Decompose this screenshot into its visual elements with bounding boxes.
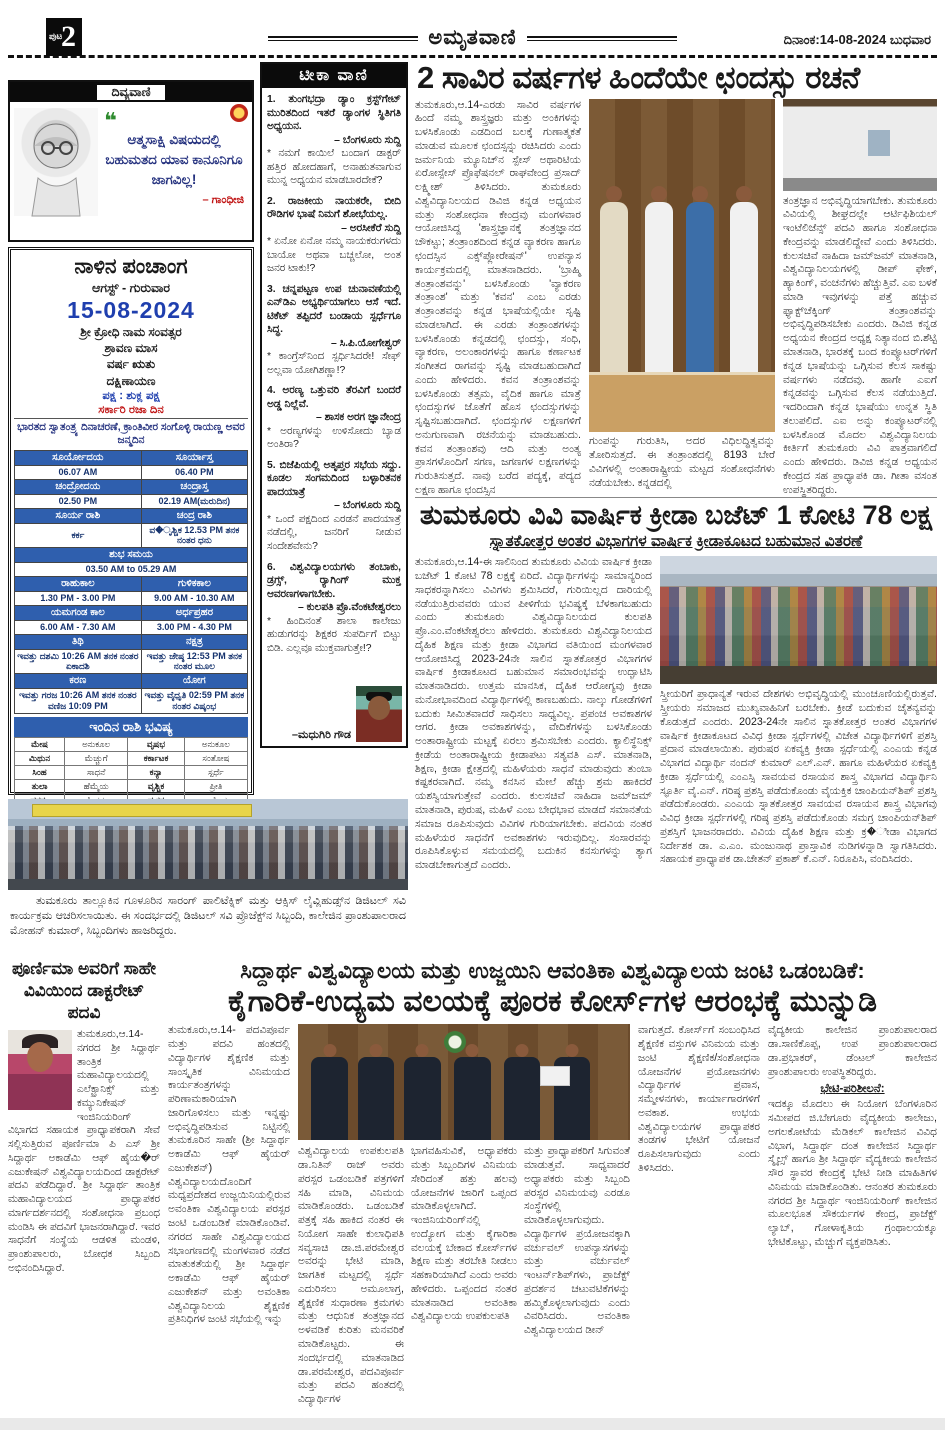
article-poornima-body: ತುಮಕೂರು,ಆ.14- ನಗರದ ಶ್ರೀ ಸಿದ್ದಾರ್ಥ ತಾಂತ್ರಿಕ ಮಹಾವಿದ್ಯಾಲಯದಲ್ಲಿ ಎಲೆಕ್ಟ್ರಾನಿಕ್ಸ್ ಮತ್ತು ಕಮ್ಯುನಿಕೇಷನ್ ಇಂಜಿನಿಯರಿಂಗ್ ವಿಭಾಗದ ಸಹಾಯಕ ಪ್ರಾಧ್ಯಾಪಕರಾಗಿ ಸೇವೆ ಸಲ್ಲಿಸುತ್ತಿರುವ ಪೂರ್ಣಿಮಾ ಪಿ ಎಸ್ ಶ್ರೀ ಸಿದ್ದಾರ್ಥ ಅಕಾಡೆಮಿ ಆಫ್ ಹೈಯ�ರ್ ಎಜುಕೇಷನ್ ವಿಶ್ವವಿದ್ಯಾಲಯದಿಂದ ಡಾಕ್ಟರೇಟ್ ಪದವಿ ಪಡೆದಿದ್ದಾರೆ. ಶ್ರೀ ಸಿದ್ದಾರ್ಥ ತಾಂತ್ರಿಕ ಮಹಾವಿದ್ಯಾಲಯದ ಪ್ರಾಧ್ಯಾಪಕರ ಮಾರ್ಗದರ್ಶನದಲ್ಲಿ ಸಂಶೋಧನಾ ಪ್ರಬಂಧ ಮಂಡಿಸಿ ಈ ಪದವಿಗೆ ಭಾಜನರಾಗಿದ್ದಾರೆ. ಇವರ ಸಾಧನೆಗೆ ಸಂಸ್ಥೆಯ ಆಡಳಿತ ಮಂಡಳಿ, ಪ್ರಾಂಶುಪಾಲರು, ಬೋಧಕ ಸಿಬ್ಬಂದಿ ಅಭಿನಂದಿಸಿದ್ದಾರೆ. — [8, 1029, 160, 1274]
event-banner — [32, 804, 252, 817]
projector-screen-photo — [783, 99, 937, 191]
rashi-row: ಸಿಂಹ ಸಾಧನೆ ಕನ್ಯಾ ಸ್ಪರ್ಧೆ — [15, 765, 248, 779]
rashi-row: ಮಿಥುನ ಮೆಚ್ಚುಗೆ ಕರ್ಕಾಟಕ ಸಂತೋಷ — [15, 751, 248, 765]
moonrise-value: 02.50 PM — [15, 494, 142, 508]
article-chandassu-middle — [589, 99, 775, 491]
article-chandassu-headline: 2 ಸಾವಿರ ವರ್ಷಗಳ ಹಿಂದೆಯೇ ಛಂದಸ್ಸು ರಚನೆ — [417, 60, 860, 95]
quote-attribution: – ಗಾಂಧೀಜಿ — [202, 194, 244, 207]
teeka-item: 2. ರಾಜಕೀಯ ನಾಯಕರೇ, ಬೀದಿ ರೌಡಿಗಳ ಭಾಷೆ ನಿಮಗೆ ಶೋಭೆಯಲ್ಲ. – ಅರಸೀಕೆರೆ ಸುದ್ದಿ * ಏನೋ ಏನೋ ನಮ್ಮ ನಾಯಕರುಗಳದು ಬಾಯೋ ಅಥವಾ ಬಚ್ಚಲೋ, ಅಂತ ಜನರ ಟಾಕು!? — [267, 195, 401, 275]
teeka-vani-column — [260, 62, 408, 795]
person-figure — [404, 1057, 441, 1141]
sun-sign-header: ಸೂರ್ಯ ರಾಶಿ — [15, 508, 142, 523]
ritu: ವರ್ಷ ಋತು — [106, 357, 156, 372]
date-line: ದಿನಾಂಕ:14-08-2024 ಬುಧವಾರ — [783, 32, 931, 47]
article-chandassu-right — [783, 99, 937, 496]
ardhaprahara-value: 3.00 PM - 4.30 PM — [141, 620, 247, 634]
students-photo-caption-wrap — [8, 894, 408, 954]
table-shape — [589, 372, 775, 432]
article-mou-colB: ಭಾಗವಹಿಸುವಿಕೆ, ಅಧ್ಯಾಪಕರು ಮತ್ತು ಸಿಬ್ಬಂದಿಗಳ ವಿನಿಮಯ ಸೇರಿದಂತೆ ಹತ್ತು ಹಲವು ಯೋಜನೆಗಳ ಜಾರಿಗೆ ಒಪ್ಪಂದ ಮಾಡಿಕೊಳ್ಳಲಾಗಿದೆ. ಇಂಜಿನಿಯರಿಂಗ್‌ನಲ್ಲಿ ಉದ್ಯೋಗ ಮತ್ತು ಕೈಗಾರಿಕಾ ವಲಯಕ್ಕೆ ಬೇಕಾದ ಕೋರ್ಸ್‌ಗಳ ಶಿಕ್ಷಣ ಮತ್ತು ತರಬೇತಿ ನೀಡಲು ಸಹಕಾರಿಯಾಗಿದೆ ಎಂದು ಅವರು ಹೇಳಿದರು. ಒಪ್ಪಂದದ ನಂತರ ಮಾತನಾಡಿದ ಅವಂತಿಕಾ ವಿಶ್ವವಿದ್ಯಾಲಯ ಉಪಕುಲಪತಿ — [411, 1145, 517, 1323]
ayana: ದಕ್ಷಿಣಾಯಣ — [106, 373, 156, 388]
lecture-event-photo — [589, 99, 775, 433]
article-mou-middle — [298, 1024, 630, 1430]
teeka-item: 1. ತುಂಗಭದ್ರಾ ಡ್ಯಾಂ ಕ್ರಸ್ಟ್‌ಗೇಟ್ ಮುರಿತದಿಂದ ಇತರೆ ಡ್ಯಾಂಗಳ ಸ್ಥಿತಿಗತಿ ಅಧ್ಯಯನ. – ಬೆಂಗಳೂರು ಸುದ್ದಿ * ನಮಗೆ ಕಾಯಿಲೆ ಬಂದಾಗ ಡಾಕ್ಟರ್ ಹತ್ತಿರ ಹೋದಹಾಗೆ, ಅನಾಹುತವಾಗುವ ಮುನ್ನ ಅಧ್ಯಯನ ಮಾಡಬಾರದೇಕೆ? — [267, 94, 401, 187]
article-sports-subhead: ಸ್ನಾತಕೋತ್ತರ ಅಂತರ ವಿಭಾಗಗಳ ವಾರ್ಷಿಕ ಕ್ರೀಡಾಕೂಟದ ಬಹುಮಾನ ವಿತರಣೆ — [489, 533, 863, 551]
poornima-portrait-photo — [8, 1030, 72, 1110]
yamaganda-header: ಯಮಗಂಡ ಕಾಲ — [15, 605, 142, 620]
moonrise-header: ಚಂದ್ರೋದಯ — [15, 479, 142, 494]
university-emblem — [444, 1031, 466, 1053]
gandhi-sketch-drawing — [14, 108, 98, 216]
yamaganda-value: 6.00 AM - 7.30 AM — [15, 620, 142, 634]
columnist-photo — [356, 686, 402, 742]
top-section — [8, 62, 937, 954]
paksha: ಪಕ್ಷ : ಶುಕ್ಲ ಪಕ್ಷ — [102, 389, 160, 402]
maasa: ಶ್ರಾವಣ ಮಾಸ — [104, 341, 158, 356]
article-mou-headline-kicker: ಸಿದ್ದಾರ್ಥ ವಿಶ್ವವಿದ್ಯಾಲಯ ಮತ್ತು ಉಜ್ಜಯಿನಿ ಆವಂತಿಕಾ ವಿಶ್ವವಿದ್ಯಾಲಯ ಜಂಟಿ ಒಡಂಬಡಿಕೆ: — [240, 958, 865, 983]
article-sports-headline: ತುಮಕೂರು ವಿವಿ ವಾರ್ಷಿಕ ಕ್ರೀಡಾ ಬಜೆಟ್ 1 ಕೋಟಿ 78 ಲಕ್ಷ — [419, 499, 933, 530]
person-figure — [358, 1057, 395, 1141]
article-sports — [415, 497, 937, 925]
divyavani-title: ದಿವ್ಯವಾಣಿ — [97, 85, 164, 100]
teeka-vani-title: ಟೀಕಾ ವಾಣಿ — [262, 64, 406, 88]
mou-document-shape — [540, 1066, 570, 1086]
sports-group-photo — [660, 556, 937, 684]
panchanga-date: 15-08-2024 — [67, 297, 195, 323]
person-figure — [686, 202, 714, 376]
slide-shape — [868, 130, 890, 156]
gandhi-sketch — [14, 108, 98, 216]
rahukala-header: ರಾಹುಕಾಲ — [15, 577, 142, 592]
mou-signing-photo — [298, 1024, 630, 1140]
person-figure — [454, 1057, 491, 1141]
teeka-item: 6. ವಿಶ್ವವಿದ್ಯಾಲಯಗಳು ತಂಬಾಕು, ಡ್ರಗ್ಸ್, ರ‍್ಯಾಗಿಂಗ್ ಮುಕ್ತ ಆವರಣಗಳಾಗಬೇಕು. – ಕುಲಪತಿ ಪ್ರೊ.ವೆಂಕಟೇಶ್ವರಲು * ಹಿಂದಿನಂತೆ ಶಾಲಾ ಕಾಲೇಜು ಹುಡುಗರನ್ನು ಶಿಕ್ಷಕರ ಸುಪರ್ದಿಗೆ ಬಿಟ್ಟು ಬಿಡಿ. ಎಲ್ಲವೂ ಮುಕ್ತವಾಗುತ್ತೇ!? — [267, 561, 401, 654]
masthead-rule-right — [527, 36, 677, 41]
article-mou-body — [168, 1024, 937, 1430]
article-chandassu — [415, 60, 937, 496]
divyavani-box — [8, 80, 254, 242]
article-sports-body — [415, 556, 937, 924]
visit-body: ಇದಕ್ಕೂ ಮೊದಲು ಈ ನಿಯೋಗ ಬೆಂಗಳೂರಿನ ಸಮೀಪದ ಜಿ.ಬೇಗೂರು ವೈದ್ಯಕೀಯ ಕಾಲೇಜು, ಅಗಲಕೋಟೆಯ ಮೆಡಿಕಲ್ ಕಾಲೇಜಿನ ವಿವಿಧ ವಿಭಾಗ, ಸಿದ್ದಾರ್ಥ ದಂತ ಕಾಲೇಜಿನ ಸಿದ್ದಾರ್ಥ ಸ್ಮೈಲ್ಸ್ ಹಾಗೂ ಶ್ರೀ ಸಿದ್ದಾರ್ಥ ವೈದ್ಯಕೀಯ ಕಾಲೇಜಿನ ಸೌರ ಸ್ಥಾವರ ಕೇಂದ್ರಕ್ಕೆ ಭೇಟಿ ನೀಡಿ ಮಾಹಿತಿಗಳ ವಿನಿಮಯ ಮಾಡಿಕೊಂಡಿತು. ಆನಂತರ ತುಮಕೂರು ನಗರದ ಶ್ರೀ ಸಿದ್ದಾರ್ಥ ಇಂಜಿನಿಯರಿಂಗ್ ಕಾಲೇಜಿನ ಮೂಲಭೂತ ಸೌಕರ್ಯಗಳ ಕೇಂದ್ರ, ಪ್ರಾಜೆಕ್ಟ್ ಲ್ಯಾಬ್, ಗೋಳಾಕೃತಿಯ ಗ್ರಂಥಾಲಯಕ್ಕೂ ಭೇಟಿಕೊಟ್ಟು, ಮೆಚ್ಚುಗೆ ವ್ಯಕ್ತಪಡಿಸಿತು. — [768, 1098, 937, 1249]
face-shape — [368, 696, 390, 720]
left-top — [8, 62, 408, 795]
students-group-photo — [8, 799, 408, 890]
article-chandassu-col1: ತುಮಕೂರು,ಆ.14-ಎರಡು ಸಾವಿರ ವರ್ಷಗಳ ಹಿಂದೆ ನಮ್ಮ ಶಾಸ್ತ್ರಜ್ಞರು ಮತ್ತು ಅಂಕಿಗಳನ್ನು ಬಳಸಿಕೊಂಡು ಎಡದಿಂದ ಬಲಕ್ಕೆ ಗುಣಾತ್ಮಕತೆ ಮಾಡುವ ಮೂಲಕ ಛಂದಸ್ಸನ್ನು ರಚಿಸಿದರು ಎಂದು ಜರ್ಮನಿಯ ಮ್ಯೂನಿಚ್‌ನ ಸ್ಪೇಸ್ ಅಥಾರಿಟಿಯ ಏರೋಸ್ಪೇಸ್ ಪ್ರೊಫೆಷನಲ್ ರಾಘವೇಂದ್ರ ಪ್ರಸಾದ್ ಲಕ್ಷ್ಮೀಶ್ ತಿಳಿಸಿದರು. ತುಮಕೂರು ವಿಶ್ವವಿದ್ಯಾನಿಲಯದ ಡಿವಿಜಿ ಕನ್ನಡ ಅಧ್ಯಯನ ಮತ್ತು ಸಂಶೋಧನಾ ಕೇಂದ್ರವು ಮಂಗಳವಾರ ಆಯೋಜಿಸಿದ್ದ 'ಶಾಸ್ತ್ರಜ್ಞಾನಕ್ಕೆ ತಂತ್ರಜ್ಞಾನದ ಚೌಕಟ್ಟು; ತಂತ್ರಾಂಶದಿಂದ ಕನ್ನಡ ವ್ಯಾಕರಣ ಹಾಗೂ ಛಂದಸ್ಸಿನ ಎಕ್ಸ್‌ಪ್ಲೋರೇಷನ್' ಉಪನ್ಯಾಸ ಕಾರ್ಯಕ್ರಮದಲ್ಲಿ ಮಾತನಾಡಿದರು. 'ಬ್ರಾಹ್ಮಿ ತಂತ್ರಾಂಶವನ್ನು' ಬಳಸಿಕೊಂಡು 'ವ್ಯಾಕರಣ ತಂತ್ರಾಂಶ' ಮತ್ತು 'ಕವನ' ಎಂಬ ಎರಡು ತಂತ್ರಾಂಶವನ್ನು ಕನ್ನಡ ಭಾಷೆಯಲ್ಲಿಯೇ ಸೃಷ್ಟಿ ಮಾಡಲಾಗಿದೆ. ಈ ಎರಡು ತಂತ್ರಾಂಶಗಳನ್ನು ಬಳಸಿಕೊಂಡು ಕನ್ನಡದಲ್ಲಿ ಛಂದಸ್ಸು, ಸಂಧಿ, ವ್ಯಾಕರಣ, ಅಲಂಕಾರಗಳನ್ನು ಹಾಗೂ ಕರ್ಣಾಟಕ ಸಂಗೀತದ ರಾಗವನ್ನು ಸೃಷ್ಟಿ ಮಾಡಬಹುದಾಗಿದೆ ಎಂದು ಹೇಳಿದರು. ಕವನ ತಂತ್ರಾಂಶವನ್ನು ಬಳಸಿಕೊಂಡು ತತ್ಸಮ, ವೈದಿಕ ಹಾಗೂ ಮಾತ್ರೆ ಛಂದಸ್ಸುಗಳ ಜೊತೆಗೆ ಹೊಸ ಛಂದಸ್ಸುಗಳನ್ನು ಸೃಷ್ಟಿಸಬಹುದಾಗಿದೆ. ಛಂದಸ್ಸುಗಳ ಲಕ್ಷಣಗಳಿಗೆ ಅನುಗುಣವಾಗಿ ರಚನೆಯನ್ನು ಮಾಡಬಹುದು. ಕವನ ತಂತ್ರಾಂಶವು ಆದಿ ಮತ್ತು ಅಂತ್ಯ ಪ್ರಾಸಗಳೊಂದಿಗೆ ಸಗಣ, ಜಗಣಗಳ ಲಕ್ಷಣಗಳನ್ನು ಗುರುತಿಸುತ್ತದೆ. ನಾವು ಬರೆದ ಪದ್ಯಕ್ಕೆ, ಪದ್ಯದ ಲಕ್ಷಣ ಹಾಗೂ ಛಂದಸ್ಸಿನ — [415, 98, 581, 496]
karana-value: ಇವತ್ತು ಗರಜ 10:26 AM ತನಕ ನಂತರ ವಣಿಜ 10:09 PM — [15, 689, 142, 714]
article-mou — [168, 958, 937, 1430]
article-mou-subcolumns — [298, 1145, 630, 1430]
panchanga-day: ಆಗಸ್ಟ್ - ಗುರುವಾರ — [91, 281, 171, 295]
teeka-vani-box — [260, 62, 408, 748]
yoga-header: ಯೋಗ — [141, 674, 247, 689]
page-number: 2 — [61, 20, 76, 53]
article-mou-headline-main: ಕೈಗಾರಿಕೆ-ಉದ್ಯಮ ವಲಯಕ್ಕೆ ಪೂರಕ ಕೋರ್ಸ್‌ಗಳ ಆರಂಭಕ್ಕೆ ಮುನ್ನುಡಿ — [227, 985, 878, 1019]
panchanga-column — [8, 62, 254, 795]
person-figure — [730, 202, 758, 376]
quote-wrap — [98, 108, 248, 236]
person-figure — [600, 202, 628, 376]
panchanga-box — [8, 247, 254, 795]
sunset-value: 06.40 PM — [141, 466, 247, 480]
page-label: ಪುಟ — [49, 31, 63, 42]
tithi-value: ಇವತ್ತು ದಶಮಿ 10:26 AM ತನಕ ನಂತರ ಏಕಾದಶಿ — [15, 649, 142, 674]
crowd-figures — [8, 826, 408, 879]
article-mou-col6 — [768, 1024, 937, 1430]
teeka-item: 3. ಚನ್ನಪಟ್ಟಣ ಉಪ ಚುನಾವಣೆಯಲ್ಲಿ ಎನ್‌ಡಿಎ ಅಭ್ಯರ್ಥಿಯಾಗಲು ಆಸೆ ಇದೆ. ಟಿಕೆಟ್ ತಪ್ಪಿದರೆ ಬಂಡಾಯ ಸ್ಪರ್ಧೆಗೂ ಸಿದ್ಧ. – ಸಿ.ಪಿ.ಯೋಗೇಶ್ವರ್ * ಕಾಂಗ್ರೆಸ್‌ನಿಂದ ಸ್ಪರ್ಧಿಸಿದರೇ! ಸೇಫ್ ಅಲ್ಲವಾ ಯೋಗಿಶಣ್ಣಾ!? — [267, 283, 401, 376]
masthead-title: ಅಮೃತವಾಣಿ — [428, 26, 517, 49]
article-sports-col1: ತುಮಕೂರು,ಆ.14-ಈ ಸಾಲಿನಿಂದ ತುಮಕೂರು ವಿವಿಯ ವಾರ್ಷಿಕ ಕ್ರೀಡಾ ಬಜೆಟ್ 1 ಕೋಟಿ 78 ಲಕ್ಷಕ್ಕೆ ಏರಿದೆ. ವಿದ್ಯಾರ್ಥಿಗಳನ್ನು ಸಾಮಾನ್ಯರಿಂದ ಸಾಧಕರನ್ನಾಗಿಸಲು ವಿವಿಗಳು ಶ್ರಮಿಸಿದರೆ, ಗುರಿಯಿಲ್ಲದ ದಾರಿಯಲ್ಲಿ ನಡೆಯುತ್ತಿರುವವರು ಯುವ ಪೀಳಿಗೆಯ ಭವಿಷ್ಯಕ್ಕೆ ಬೆಳಕಾಗಬಹುದು ಎಂದು ತುಮಕೂರು ವಿಶ್ವವಿದ್ಯಾನಿಲಯದ ಕುಲಪತಿ ಪ್ರೊ.ಎಂ.ವೆಂಕಟೇಶ್ವರಲು ಹೇಳಿದರು. ತುಮಕೂರು ವಿಶ್ವವಿದ್ಯಾನಿಲಯದ ದೈಹಿಕ ಶಿಕ್ಷಣ ಮತ್ತು ಕ್ರೀಡಾ ವಿಭಾಗದ ವತಿಯಿಂದ ಮಂಗಳವಾರ ಆಯೋಜಿಸಿದ್ದ 2023-24ನೇ ಸಾಲಿನ ಸ್ನಾತಕೋತ್ತರ ವಿಭಾಗಗಳ ವಾರ್ಷಿಕ ಕ್ರೀಡಾಕೂಟದ ಬಹುಮಾನ ಸಮಾರಂಭವನ್ನು ಉದ್ಘಾಟಿಸಿ ಮಾತನಾಡಿದರು. ಉತ್ತಮ ಮಾನಸಿಕ, ದೈಹಿಕ ಆರೋಗ್ಯವು ಕ್ರೀಡಾ ಮನೋಭಾವದಿಂದ ವಿದ್ಯಾರ್ಥಿಗಳಲ್ಲಿ ಕಾಣಬಹುದು. ನಾಲ್ಕು ಗೋಡೆಗಳಿಗೆ ಬದುಕು ಸೀಮಿತವಾದರೆ ಸಾಧಿಸಲು ಸಾಧ್ಯವಿಲ್ಲ. ಪ್ರಪಂಚ ಅವಕಾಶಗಳ ಆಗರ. ಕ್ರೀಡಾ ಅವಕಾಶಗಳನ್ನು, ವೇದಿಕೆಗಳನ್ನು ಬಳಸಿಕೊಂಡು ಅಂತಾರಾಷ್ಟ್ರೀಯ ಮಟ್ಟಕ್ಕೆ ಏರಲು ಶ್ರಮಿಸಬೇಕು ಎಂದರು. ಕ್ಯಾಲಿಸ್ಥೆನಿಕ್ಸ್ ಕ್ರೀಡೆಯ ಅಂತಾರಾಷ್ಟ್ರೀಯ ಕ್ರೀಡಾಪಟು ಸತ್ಯವತಿ ಎಸ್. ಮಾತನಾಡಿ, ಶಿಕ್ಷಣ, ಕ್ರೀಡಾ ಕ್ಷೇತ್ರದಲ್ಲಿ ಮಹಿಳೆಯರು ಸಾಧನೆ ಮಾಡುವುದು ತುಂಬಾ ಕಷ್ಟಕರವಾಗಿದೆ. ನಮ್ಮ ಕನಸಿನ ಮೇಲೆ ಹೆಚ್ಚು ಶ್ರಮ ಹಾಕಿದರೆ ಯಶಸ್ವಿಯಾಗುತ್ತೇವೆ ಎಂದರು. ಕುಲಸಚಿವೆ ನಾಹಿದಾ ಜಮ್‌ಜಮ್ ಮಾತನಾಡಿ, ಪುರುಷ, ಮಹಿಳೆ ಎಂಬ ಬೇಧಭಾವ ಮಾಡದೆ ಸಮಾನತೆಯ ಸಮಾಜ ರೂಪಿಸುವುದು ವಿವಿಗಳ ಗುರಿಯಾಗಬೇಕು. ಪದವಿಯ ನಂತರ ಮಹಿಳೆಯರ ಸಾಧನೆಗೆ ಅವಕಾಶಗಳು ಇರುವುದಿಲ್ಲ. ಸಂಸಾರವನ್ನು ರೂಪಿಸಿಕೊಳ್ಳುವ ಸಮಯದಲ್ಲಿ ಬದುಕಿನ ಕನಸುಗಳನ್ನು ತ್ಯಾಗ ಮಾಡಬೇಕಾಗುತ್ತದೆ ಎಂದರು. — [415, 556, 652, 872]
moon-sign-header: ಚಂದ್ರ ರಾಶಿ — [141, 508, 247, 523]
article-mou-col5: ವಾಗುತ್ತದೆ. ಕೋರ್ಸ್‌ಗೆ ಸಂಬಂಧಿಸಿದ ಶೈಕ್ಷಣಿಕ ವಸ್ತುಗಳ ವಿನಿಮಯ ಮತ್ತು ಜಂಟಿ ಶೈಕ್ಷಣಿಕ/ಸಂಶೋಧನಾ ಯೋಜನೆಗಳ ಪ್ರಯೋಜನಗಳು ವಿದ್ಯಾರ್ಥಿಗಳ ಪ್ರವಾಸ, ಸಮ್ಮೇಳನಗಳು, ಕಾರ್ಯಾಗಾರಗಳಿಗೆ ಅವಕಾಶ. ಉಭಯ ವಿಶ್ವವಿದ್ಯಾಲಯಗಳ ಪ್ರಾಧ್ಯಾಪಕರ ತಂಡಗಳ ಭೇಟಿಗೆ ಯೋಜನೆ ರೂಪಿಸಲಾಗುವುದು ಎಂದು ತಿಳಿಸಿದರು. — [638, 1024, 760, 1174]
teeka-item: 4. ಅರಣ್ಯ ಒತ್ತುವರಿ ತೆರವಿಗೆ ಬಂದರೆ ಅಡ್ಡ ನಿಲ್ಲೆವೆ. – ಶಾಸಕ ಅರಗ ಜ್ಞಾನೇಂದ್ರ * ಅರಣ್ಯಗಳನ್ನು ಉಳಿಸೋದು ಬ್ಯಾಡ ಅಂತಿರಾ? — [267, 385, 401, 451]
article-chandassu-col3: ತಂತ್ರಜ್ಞಾನ ಅಭಿವೃದ್ಧಿಯಾಗಬೇಕು. ತುಮಕೂರು ವಿವಿಯಲ್ಲಿ ಶೀಘ್ರದಲ್ಲೇ ಆರ್ಟಿಫಿಶಿಯಲ್ ಇಂಟೆಲಿಜೆನ್ಸ್ ಪದವಿ ಹಾಗೂ ಸಂಶೋಧನಾ ಕೇಂದ್ರವನ್ನು ಮಾಡಲಿದ್ದೇವೆ ಎಂದು ತಿಳಿಸಿದರು. ಕುಲಸಚಿವೆ ನಾಹಿದಾ ಜಮ್‌ಜಮ್ ಮಾತನಾಡಿ, ವಿಶ್ವವಿದ್ಯಾನಿಲಯಗಳಲ್ಲಿ ಡೀಪ್ ಫೇಕ್, ಹ್ಯಾಕಿಂಗ್, ವಂಚನೆಗಳು ಹೆಚ್ಚುತ್ತಿವೆ. ಎಐ ಬಳಕೆ ಮಾಡಿ ಇವುಗಳನ್ನು ಪತ್ತೆ ಹಚ್ಚುವ ಫ್ಯಾಕ್ಟ್‌ಚೆಕ್ಕಿಂಗ್ ತಂತ್ರಾಂಶವನ್ನು ಅಭಿವೃದ್ಧಿಪಡಿಸಬೇಕು ಎಂದರು. ಡಿವಿಜಿ ಕನ್ನಡ ಅಧ್ಯಯನ ಕೇಂದ್ರದ ಅಧ್ಯಕ್ಷ ನಿತ್ಯಾನಂದ ಬಿ.ಶೆಟ್ಟಿ ಮಾತನಾಡಿ, ಭಾರತಕ್ಕೆ ಬಂದ ಕಂಪ್ಯೂಟರ್‌ಗಳಿಗೆ ಕನ್ನಡ ಭಾಷೆಯನ್ನು ಒಗ್ಗಿಸುವ ಕೆಲಸ ಸಾಕಷ್ಟು ವರ್ಷಗಳು ನಡೆದವು. ಹಾಗೇ ಎಐಗೆ ಕನ್ನಡವನ್ನು ಒಗ್ಗಿಸುವ ಕೆಲಸ ನಡೆಯುತ್ತಿದೆ. ಇದರಿಂದಾಗಿ ಕನ್ನಡ ಭಾಷೆಯು ಉನ್ನತ ಸ್ಥಿತಿ ತಲುಪಲಿದೆ. ಎಐ ಅನ್ನು ಕಂಪ್ಯೂಟರ್‌ನಲ್ಲಿ ಬಳಸಿಕೊಂಡ ಮೊದಲ ವಿಶ್ವವಿದ್ಯಾನಿಲಯ ಕೀರ್ತಿಗೆ ತುಮಕೂರು ವಿವಿ ಪಾತ್ರವಾಗಲಿದೆ ಎಂದು ಹೇಳಿದರು. ಡಿವಿಜಿ ಕನ್ನಡ ಅಧ್ಯಯನ ಕೇಂದ್ರದ ಸಹ ಪ್ರಾಧ್ಯಾಪಕಿ ಡಾ. ಗೀತಾ ವಸಂತ ಉಪಸ್ಥಿತರಿದ್ದರು. — [783, 194, 937, 496]
right-column — [415, 62, 937, 954]
moonset-header: ಚಂದ್ರಾಸ್ತ — [141, 479, 247, 494]
gulikakala-value: 9.00 AM - 10.30 AM — [141, 592, 247, 606]
visit-subhead: ಭೇಟಿ-ಪರಿಶೀಲನೆ: — [820, 1083, 885, 1096]
samvatsara: ಶ್ರೀ ಕ್ರೋಧಿ ನಾಮ ಸಂವತ್ಸರ — [80, 325, 182, 339]
auspicious-time-value: 03.50 AM to 05.29 AM — [15, 563, 248, 577]
paper-emblem-icon — [230, 104, 248, 122]
sunset-header: ಸೂರ್ಯಾಸ್ತ — [141, 451, 247, 466]
divyavani-body — [10, 102, 252, 240]
divyavani-header — [10, 82, 252, 102]
article-mou-col1: ತುಮಕೂರು,ಆ.14- ಪದವಿಪೂರ್ವ ಮತ್ತು ಪದವಿ ಹಂತದಲ್ಲಿ ವಿದ್ಯಾರ್ಥಿಗಳ ಶೈಕ್ಷಣಿಕ ಮತ್ತು ಸಾಂಸ್ಕೃತಿಕ ವಿನಿಮಯದ ಕಾರ್ಯತಂತ್ರಗಳನ್ನು ಪರಿಣಾಮಕಾರಿಯಾಗಿ ಜಾರಿಗೊಳಿಸಲು ಮತ್ತು ಇನ್ನಷ್ಟು ಅಭಿವೃದ್ಧಿಪಡಿಸುವ ನಿಟ್ಟಿನಲ್ಲಿ ತುಮಕೂರಿನ ಸಾಹೇ (ಶ್ರೀ ಸಿದ್ದಾರ್ಥ ಅಕಾಡೆಮಿ ಆಫ್ ಹೈಯರ್ ಎಜುಕೇಶನ್) ವಿಶ್ವವಿದ್ಯಾಲಯದೊಂದಿಗೆ ಮಧ್ಯಪ್ರದೇಶದ ಉಜ್ಜಯಿನಿಯಲ್ಲಿರುವ ಅವಂತಿಕಾ ವಿಶ್ವವಿದ್ಯಾಲಯ ಪರಸ್ಪರ ಜಂಟಿ ಒಡಂಬಡಿಕೆ ಮಾಡಿಕೊಂಡಿವೆ. ನಗರದ ಸಾಹೇ ವಿಶ್ವವಿದ್ಯಾಲಯದ ಸಭಾಂಗಣದಲ್ಲಿ ಮಂಗಳವಾರ ನಡೆದ ಮಾತುಕತೆಯಲ್ಲಿ ಶ್ರೀ ಸಿದ್ದಾರ್ಥ ಅಕಾಡೆಮಿ ಆಫ್ ಹೈಯರ್ ಎಜುಕೇಶನ್ ಮತ್ತು ಅವಂತಿಕಾ ವಿಶ್ವವಿದ್ಯಾನಿಲಯ ಶೈಕ್ಷಣಿಕ ಪ್ರತಿನಿಧಿಗಳ ಜಂಟಿ ಸಭೆಯಲ್ಲಿ ಇನ್ನು — [168, 1024, 290, 1326]
ardhaprahara-header: ಅರ್ಧಪ್ರಹರ — [141, 605, 247, 620]
open-quote-icon: ❝ — [104, 108, 117, 133]
divyavani-quote: ಆತ್ಮಸಾಕ್ಷಿ ವಿಷಯದಲ್ಲಿ ಬಹುಮತದ ಯಾವ ಕಾನೂನಿಗೂ ಜಾಗವಿಲ್ಲ! — [105, 131, 243, 188]
teeka-item: 5. ಬಿಜೆಪಿಯಲ್ಲಿ ಅತೃಪ್ತರ ಸಭೆಯ ಸದ್ದು. ಕೂಡಲ ಸಂಗಮದಿಂದ ಬಳ್ಳಾರಿತನಕ ಪಾದಯಾತ್ರೆ – ಬೆಂಗಳೂರು ಸುದ್ದಿ * ಒಂದೆ ಪಕ್ಷದಿಂದ ಎರಡನೆ ಪಾದಯಾತ್ರೆ ನಡೆದಲ್ಲಿ, ಜನರಿಗೆ ನೀಡುವ ಸಂದೇಶವೇನು? — [267, 459, 401, 552]
moonset-value: 02.19 AM(ಮರುದಿನ) — [141, 494, 247, 508]
crowd-figures — [660, 587, 937, 666]
columnist-name: –ಮಧುಗಿರಿ ಗೌಡ — [291, 729, 351, 741]
special-day-note: ಭಾರತದ ಸ್ವಾತಂತ್ರ್ಯ ದಿನಾಚರಣೆ, ಕ್ರಾಂತಿವೀರ ಸಂಗೊಳ್ಳಿ ರಾಯಣ್ಣ ಅವರ ಜನ್ಮದಿನ — [14, 418, 248, 448]
article-mou-col6-text: ವೈದ್ಯಕೀಯ ಕಾಲೇಜಿನ ಪ್ರಾಂಶುಪಾಲರಾದ ಡಾ.ಸಾಣಿಕೊಪ್ಪ, ಉಪ ಪ್ರಾಂಶುಪಾಲರಾದ ಡಾ.ಪ್ರಭಾಕರ್, ಡೆಂಟಲ್ ಕಾಲೇಜಿನ ಪ್ರಾಂಶುಪಾಲರು ಉಪಸ್ಥಿತರಿದ್ದರು. — [768, 1024, 937, 1078]
yoga-value: ಇವತ್ತು ವೈಧೃತಿ 02:59 PM ತನಕ ನಂತರ ವಿಷ್ಕಂಭ — [141, 689, 247, 714]
article-chandassu-body — [415, 98, 937, 496]
article-poornima-headline: ಪೂರ್ಣಿಮಾ ಅವರಿಗೆ ಸಾಹೇ ವಿವಿಯಿಂದ ಡಾಕ್ಟರೇಟ್ ಪದವಿ — [11, 959, 157, 1023]
article-poornima — [8, 958, 160, 1430]
article-chandassu-col2: ಗುಂಪನ್ನು ಗುರುತಿಸಿ, ಅದರ ವಿಧಿಲದ್ಧಿತ್ವವನ್ನು ತೋರಿಸುತ್ತದೆ. ಈ ತಂತ್ರಾಂಶದಲ್ಲಿ 8193 ಬೇರೆ ವಿವಿಗಳಲ್ಲಿ ಅಂತಾರಾಷ್ಟ್ರೀಯ ಮಟ್ಟದ ಸಂಶೋಧನೆಗಳು ನಡೆಯಬೇಕು. ಕನ್ನಡದಲ್ಲಿ — [589, 435, 775, 489]
karana-header: ಕರಣ — [15, 674, 142, 689]
face-shape — [27, 1042, 53, 1072]
nakshatra-value: ಇವತ್ತು ಜೇಷ್ಠ 12:53 PM ತನಕ ನಂತರ ಮೂಲ — [141, 649, 247, 674]
panchanga-table — [14, 450, 248, 714]
rahukala-value: 1.30 PM - 3.00 PM — [15, 592, 142, 606]
article-sports-right — [660, 556, 937, 924]
article-sports-col2: ಸ್ತ್ರೀಯರಿಗೆ ಪ್ರಾಧಾನ್ಯತೆ ಇರುವ ದೇಶಗಳು ಅಭಿವೃದ್ಧಿಯಲ್ಲಿ ಮುಂಚೂಣಿಯಲ್ಲಿರುತ್ತವೆ. ಸ್ತ್ರೀಯರು ಸಮಾಜದ ಮುಖ್ಯವಾಹಿನಿಗೆ ಬರಬೇಕು. ಕ್ರೀಡೆ ಬದುಕುವ ಚೈತನ್ಯವನ್ನು ಕೊಡುತ್ತದೆ ಎಂದರು. 2023-24ನೇ ಸಾಲಿನ ಸ್ನಾತಕೋತ್ತರ ಅಂತರ ವಿಭಾಗಗಳ ವಾರ್ಷಿಕ ಕ್ರೀಡಾಕೂಟದ ವಿವಿಧ ಕ್ರೀಡಾ ಸ್ಪರ್ಧೆಗಳಲ್ಲಿ ವಿಜೇತ ವಿದ್ಯಾರ್ಥಿಗಳಿಗೆ ಪ್ರಶಸ್ತಿ ಪ್ರದಾನ ಮಾಡಲಾಯಿತು. ಪುರುಷರ ಏಕವ್ಯಕ್ತಿ ಕ್ರೀಡಾ ಸ್ಪರ್ಧೆಯಲ್ಲಿ ಎಂಎಯ ಕನ್ನಡ ವಿಭಾಗದ ವಿದ್ಯಾರ್ಥಿ ನಂದನ್ ಕುಮಾರ್ ಎಲ್.ಎನ್. ಹಾಗೂ ಮಹಿಳೆಯರ ಏಕವ್ಯಕ್ತಿ ಕ್ರೀಡಾ ಸ್ಪರ್ಧೆಯಲ್ಲಿ ಎಂಎಸ್ಸಿ ಸಾವಯವ ರಸಾಯನ ಶಾಸ್ತ್ರ ವಿಭಾಗದ ವಿದ್ಯಾರ್ಥಿನಿ ಸ್ಫೂರ್ತಿ ವೈ.ಎನ್. ಗರಿಷ್ಠ ಪ್ರಶಸ್ತಿ ಪಡೆದುಕೊಂಡು ವೈಯಕ್ತಿಕ ಚಾಂಪಿಯನ್‌ಶಿಪ್ ಪ್ರಶಸ್ತಿ ಪಡೆದುಕೊಂಡರು. ಎಂಎಯ ಸ್ನಾತಕೋತ್ತರ ಸಾವಯವ ರಸಾಯನ ಶಾಸ್ತ್ರ ವಿಭಾಗವು ವಿವಿಧ ಕ್ರೀಡಾ ಸ್ಪರ್ಧೆಗಳಲ್ಲಿ ಗರಿಷ್ಠ ಪ್ರಶಸ್ತಿ ಪಡೆದುಕೊಂಡು ಸಮಗ್ರ ಚಾಂಪಿಯನ್‌ಶಿಪ್ ಪ್ರಶಸ್ತಿಗೆ ಭಾಜನರಾದರು. ವಿವಿಯ ದೈಹಿಕ ಶಿಕ್ಷಣ ಮತ್ತು ಕ್ರ�ೀಡಾ ವಿಭಾಗದ ನಿರ್ದೇಶಕ ಡಾ. ಎ.ಎಂ. ಮಂಜುನಾಥ ಪ್ರಾಸ್ತಾವಿಕ ನುಡಿಗಳನ್ನಾಡಿ ಸ್ವಾಗತಿಸಿದರು. ಸಹಾಯಕ ಪ್ರಾಧ್ಯಾಪಕ ಡಾ.ಚೇತನ್ ಪ್ರಕಾಶ್ ಕೆ.ಎನ್. ನಿರೂಪಿಸಿ, ವಂದಿಸಿದರು. — [660, 688, 937, 866]
moon-sign-value: ವ�ೃಶ್ಚಿಕ 12.53 PM ತನಕ ನಂತರ ಧನು — [141, 523, 247, 548]
sunrise-value: 06.07 AM — [15, 466, 142, 480]
rashi-row: ಮೇಷ ಅನುಕೂಲ ವೃಷಭ ಅನುಕೂಲ — [15, 737, 248, 751]
teeka-vani-body — [262, 88, 406, 686]
holiday-note: ಸರ್ಕಾರಿ ರಜಾ ದಿನ — [98, 403, 164, 416]
masthead-rule-left — [268, 36, 418, 41]
students-photo-caption: ತುಮಕೂರು ತಾಲ್ಲೂಕಿನ ಗೂಳೂರಿನ ಸಾರಂಗ್ ಪಾಲಿಟೆಕ್ನಿಕ್ ಮತ್ತು ಆಕ್ಸಿಸ್ ಲೈವ್ಲಿಹುಡ್ಸ್‌ನ ಡಿಜಿಟಲ್ ಸವಿ ಕಾರ್ಯಕ್ರಮ ಆಚರಿಸಲಾಯಿತು. ಈ ಸಂದರ್ಭದಲ್ಲಿ ಡಿಜಿಟಲ್ ಸವಿ ಪ್ರೊಜೆಕ್ಟ್‌ನ ಸಿಬ್ಬಂದಿ, ಕಾಲೇಜಿನ ಪ್ರಾಂಶುಪಾಲರಾದ ಮೋಹನ್ ಕುಮಾರ್, ಸಿಬ್ಬಂದಿಗಳು ಹಾಜರಿದ್ದರು. — [10, 894, 406, 937]
page-header — [8, 20, 937, 58]
tithi-header: ತಿಥಿ — [15, 634, 142, 649]
rashi-row: ತುಲಾ ಹೆಮ್ಮೆಯ ವೃಶ್ಚಿಕ ಪ್ರೀತಿ — [15, 779, 248, 793]
article-mou-colA: ವಿಶ್ವವಿದ್ಯಾಲಯ ಉಪಕುಲಪತಿ ಡಾ.ನಿತಿನ್ ರಾಜ್ ಅವರು ಪರಸ್ಪರ ಒಡಂಬಡಿಕೆ ಪತ್ರಗಳಿಗೆ ಸಹಿ ಮಾಡಿ, ವಿನಿಮಯ ಮಾಡಿಕೊಂಡರು. ಒಡಂಬಡಿಕೆ ಪತ್ರಕ್ಕೆ ಸಹಿ ಹಾಕಿದ ನಂತರ ಈ ನಿಯೋಗ ಸಾಹೇ ಕುಲಾಧಿಪತಿ ಸವ್ಯಸಾಚಿ ಡಾ.ಜಿ.ಪರಮೇಶ್ವರ ಅವರನ್ನು ಭೇಟಿ ಮಾಡಿ, ಜಾಗತಿಕ ಮಟ್ಟದಲ್ಲಿ ಸ್ಪರ್ಧೆ ಎದುರಿಸಲು ಅಮೂಲಾಗ್ರ, ಶೈಕ್ಷಣಿಕ ಸುಧಾರಣಾ ಕ್ರಮಗಳು ಮತ್ತು ಆಧುನಿಕ ತಂತ್ರಜ್ಞಾನದ ಅಳವಡಿಕೆ ಕುರಿತು ಮನವರಿಕೆ ಮಾಡಿಕೊಟ್ಟರು. ಈ ಸಂದರ್ಭದಲ್ಲಿ ಮಾತನಾಡಿದ ಡಾ.ಪರಮೇಶ್ವರ, ಪದವಿಪೂರ್ವ ಮತ್ತು ಪದವಿ ಹಂತದಲ್ಲಿ ವಿದ್ಯಾರ್ಥಿಗಳ — [298, 1145, 404, 1406]
person-figure — [504, 1057, 541, 1141]
panchanga-title: ನಾಳಿನ ಪಂಚಾಂಗ — [74, 255, 188, 278]
person-figure — [645, 202, 673, 376]
sunrise-header: ಸೂರ್ಯೋದಯ — [15, 451, 142, 466]
left-column — [8, 62, 408, 954]
bottom-section — [8, 958, 937, 1430]
gulikakala-header: ಗುಳಿಕಕಾಲ — [141, 577, 247, 592]
columnist-footer — [262, 686, 406, 746]
sun-sign-value: ಕರ್ಕ — [15, 523, 142, 548]
article-mou-colC: ಮತ್ತು ಪ್ರಾಧ್ಯಾಪಕರಿಗೆ ಸಿಗುವಂತೆ ಮಾಡುತ್ತವೆ. ಸಾಧ್ಯವಾದರೆ ಅಧ್ಯಾಪಕರು ಮತ್ತು ಸಿಬ್ಬಂದಿ ಪರಸ್ಪರ ವಿನಿಮಯವು ಎರಡೂ ಸಂಸ್ಥೆಗಳಲ್ಲಿ ಮಾಡಿಕೊಳ್ಳಲಾಗುವುದು. ವಿದ್ಯಾರ್ಥಿಗಳ ಪ್ರಯೋಜನಕ್ಕಾಗಿ ವರ್ಚುವಲ್ ಉಪನ್ಯಾಸಗಳನ್ನು ಮತ್ತು ವರ್ಚುವಲ್ ಇಂಟರ್ನ್‌ಶಿಪ್‌ಗಳು, ಪ್ರಾಜೆಕ್ಟ್ ಪ್ರದರ್ಶನ ಚಟುವಟಿಕೆಗಳನ್ನು ಹಮ್ಮಿಕೊಳ್ಳಲಾಗುವುದು ಎಂದು ವಿವರಿಸಿದರು. ಅವಂತಿಕಾ ವಿಶ್ವವಿದ್ಯಾಲಯದ ಡೀನ್ — [524, 1145, 630, 1337]
auspicious-time-header: ಶುಭ ಸಮಯ — [15, 548, 248, 563]
person-figure — [311, 1057, 348, 1141]
rashi-forecast-title: ಇಂದಿನ ರಾಶಿ ಭವಿಷ್ಯ — [14, 717, 248, 737]
nakshatra-header: ನಕ್ಷತ್ರ — [141, 634, 247, 649]
